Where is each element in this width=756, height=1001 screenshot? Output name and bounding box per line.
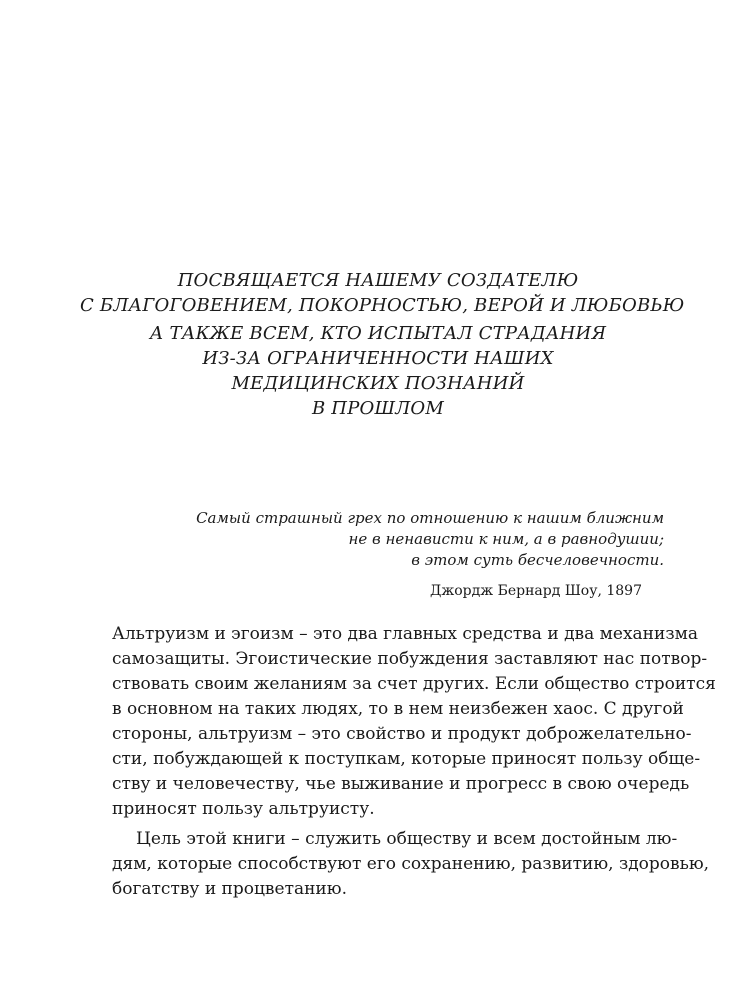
text-line: Цель этой книги – служить обществу и всем достойным лю-: [136, 829, 678, 849]
text-line: приносят пользу альтруисту.: [112, 799, 375, 819]
dedication-block-sufferers: [80, 321, 676, 421]
epigraph-attribution: Джордж Бернард Шоу, 1897: [429, 583, 642, 599]
text-line: самозащиты. Эгоистические побуждения заставляют нас потвор-: [112, 649, 708, 669]
text-line: в основном на таких людях, то в нем неизбежен хаос. С другой: [112, 699, 684, 719]
text-line: Альтруизм и эгоизм – это два главных средства и два механизма: [112, 624, 698, 644]
text-line: дям, которые способствуют его сохранению, развитию, здоровью,: [112, 854, 710, 874]
dedication-line: В ПРОШЛОМ: [311, 398, 445, 419]
body-text: [112, 622, 716, 902]
text-line: ству и человечеству, чье выживание и прогресс в свою очередь: [112, 774, 690, 794]
epigraph-line: в этом суть бесчеловечности.: [411, 551, 664, 569]
epigraph-line: Самый страшный грех по отношению к нашим ближним: [196, 509, 664, 527]
dedication-line: А ТАКЖЕ ВСЕМ, КТО ИСПЫТАЛ СТРАДАНИЯ: [149, 323, 607, 344]
dedication-line: С БЛАГОГОВЕНИЕМ, ПОКОРНОСТЬЮ, ВЕРОЙ И ЛЮБОВЬЮ: [80, 295, 685, 316]
paragraph-book-purpose: [112, 827, 710, 902]
text-line: сти, побуждающей к поступкам, которые приносят пользу обще-: [112, 749, 701, 769]
text-line: стороны, альтруизм – это свойство и продукт доброжелательно-: [112, 724, 692, 744]
paragraph-altruism: [112, 622, 716, 822]
dedication: [80, 268, 685, 421]
text-line: богатству и процветанию.: [112, 879, 347, 899]
text-line: ствовать своим желаниям за счет других. Если общество строится: [112, 674, 716, 694]
dedication-block-creator: [80, 268, 685, 318]
epigraph-line: не в ненависти к ним, а в равнодушии;: [348, 530, 664, 548]
dedication-line: ПОСВЯЩАЕТСЯ НАШЕМУ СОЗДАТЕЛЮ: [177, 270, 579, 291]
dedication-line: МЕДИЦИНСКИХ ПОЗНАНИЙ: [231, 373, 525, 394]
dedication-line: ИЗ-ЗА ОГРАНИЧЕННОСТИ НАШИХ: [202, 348, 554, 369]
epigraph-quote: [144, 508, 664, 571]
epigraph: [144, 508, 664, 601]
